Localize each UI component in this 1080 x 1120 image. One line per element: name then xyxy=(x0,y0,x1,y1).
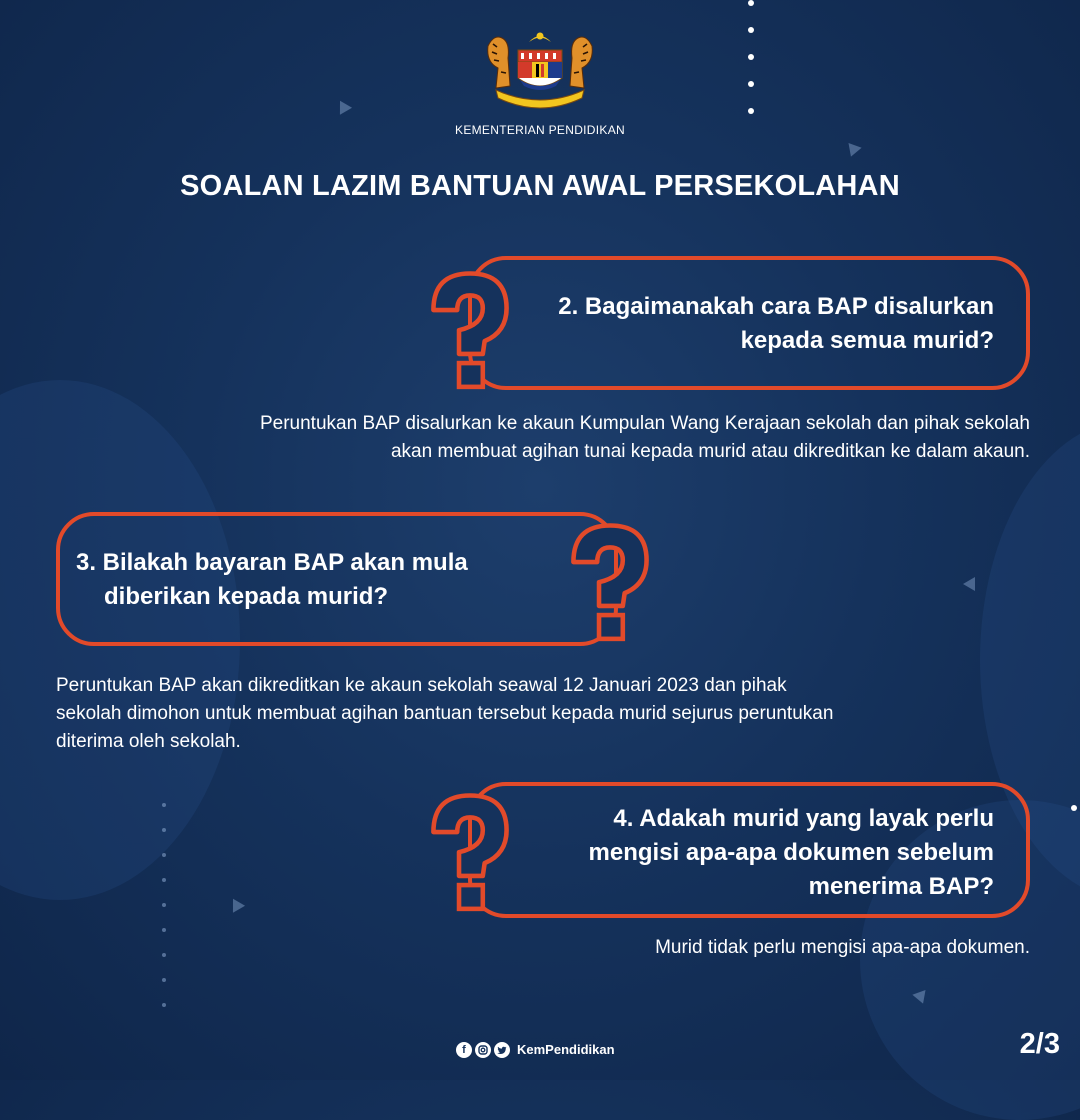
answer-line: Peruntukan BAP akan dikreditkan ke akaun sekolah seawal 12 Januari 2023 dan pihak xyxy=(56,675,787,696)
question-mark-icon xyxy=(420,790,520,918)
question-line: diberikan kepada murid? xyxy=(104,583,389,610)
instagram-icon[interactable] xyxy=(475,1042,491,1058)
dot-decoration xyxy=(162,903,166,907)
facebook-icon[interactable]: f xyxy=(456,1042,472,1058)
triangle-decoration xyxy=(334,97,352,114)
question-mark-icon xyxy=(420,268,520,396)
dot-decoration xyxy=(748,0,754,6)
answer-line: akan membuat agihan tunai kepada murid atau dikreditkan ke dalam akaun. xyxy=(390,441,1030,462)
social-icons xyxy=(456,1042,510,1058)
dot-decoration xyxy=(162,853,166,857)
triangle-decoration xyxy=(227,895,245,912)
question-text xyxy=(520,802,994,904)
page-number: 2/3 xyxy=(1019,1028,1060,1060)
page-title: SOALAN LAZIM BANTUAN AWAL PERSEKOLAHAN xyxy=(180,170,900,202)
answer-text xyxy=(140,410,1030,466)
dot-decoration xyxy=(162,1003,166,1007)
coat-of-arms-logo xyxy=(484,28,596,112)
question-line: 3. Bilakah bayaran BAP akan mula xyxy=(76,549,468,576)
question-mark-icon xyxy=(560,520,660,648)
question-line: menerima BAP? xyxy=(808,873,994,900)
triangle-decoration xyxy=(963,577,975,591)
ministry-name: KEMENTERIAN PENDIDIKAN xyxy=(455,123,625,137)
answer-text xyxy=(440,934,1030,962)
dot-decoration xyxy=(162,878,166,882)
social-handle: KemPendidikan xyxy=(517,1042,615,1057)
dot-decoration xyxy=(162,978,166,982)
dot-decoration xyxy=(162,828,166,832)
question-line: mengisi apa-apa dokumen sebelum xyxy=(588,839,994,866)
question-line: 2. Bagaimanakah cara BAP disalurkan xyxy=(558,293,994,320)
dot-decoration xyxy=(162,953,166,957)
answer-line: Murid tidak perlu mengisi apa-apa dokumen. xyxy=(655,937,1030,958)
dot-decoration xyxy=(1071,805,1077,811)
dot-decoration xyxy=(748,108,754,114)
answer-line: sekolah dimohon untuk membuat agihan bantuan tersebut kepada murid sejurus peruntukan xyxy=(56,703,834,724)
triangle-decoration xyxy=(844,143,861,159)
answer-text xyxy=(56,672,1056,756)
answer-line: diterima oleh sekolah. xyxy=(56,731,241,752)
question-text xyxy=(520,290,994,358)
question-line: kepada semua murid? xyxy=(740,327,994,354)
dot-decoration xyxy=(162,803,166,807)
dot-decoration xyxy=(162,928,166,932)
dot-decoration xyxy=(748,81,754,87)
question-text xyxy=(76,546,546,614)
answer-line: Peruntukan BAP disalurkan ke akaun Kumpulan Wang Kerajaan sekolah dan pihak sekolah xyxy=(259,413,1030,434)
twitter-icon[interactable] xyxy=(494,1042,510,1058)
question-line: 4. Adakah murid yang layak perlu xyxy=(613,805,994,832)
dot-decoration xyxy=(748,54,754,60)
dot-decoration xyxy=(748,27,754,33)
